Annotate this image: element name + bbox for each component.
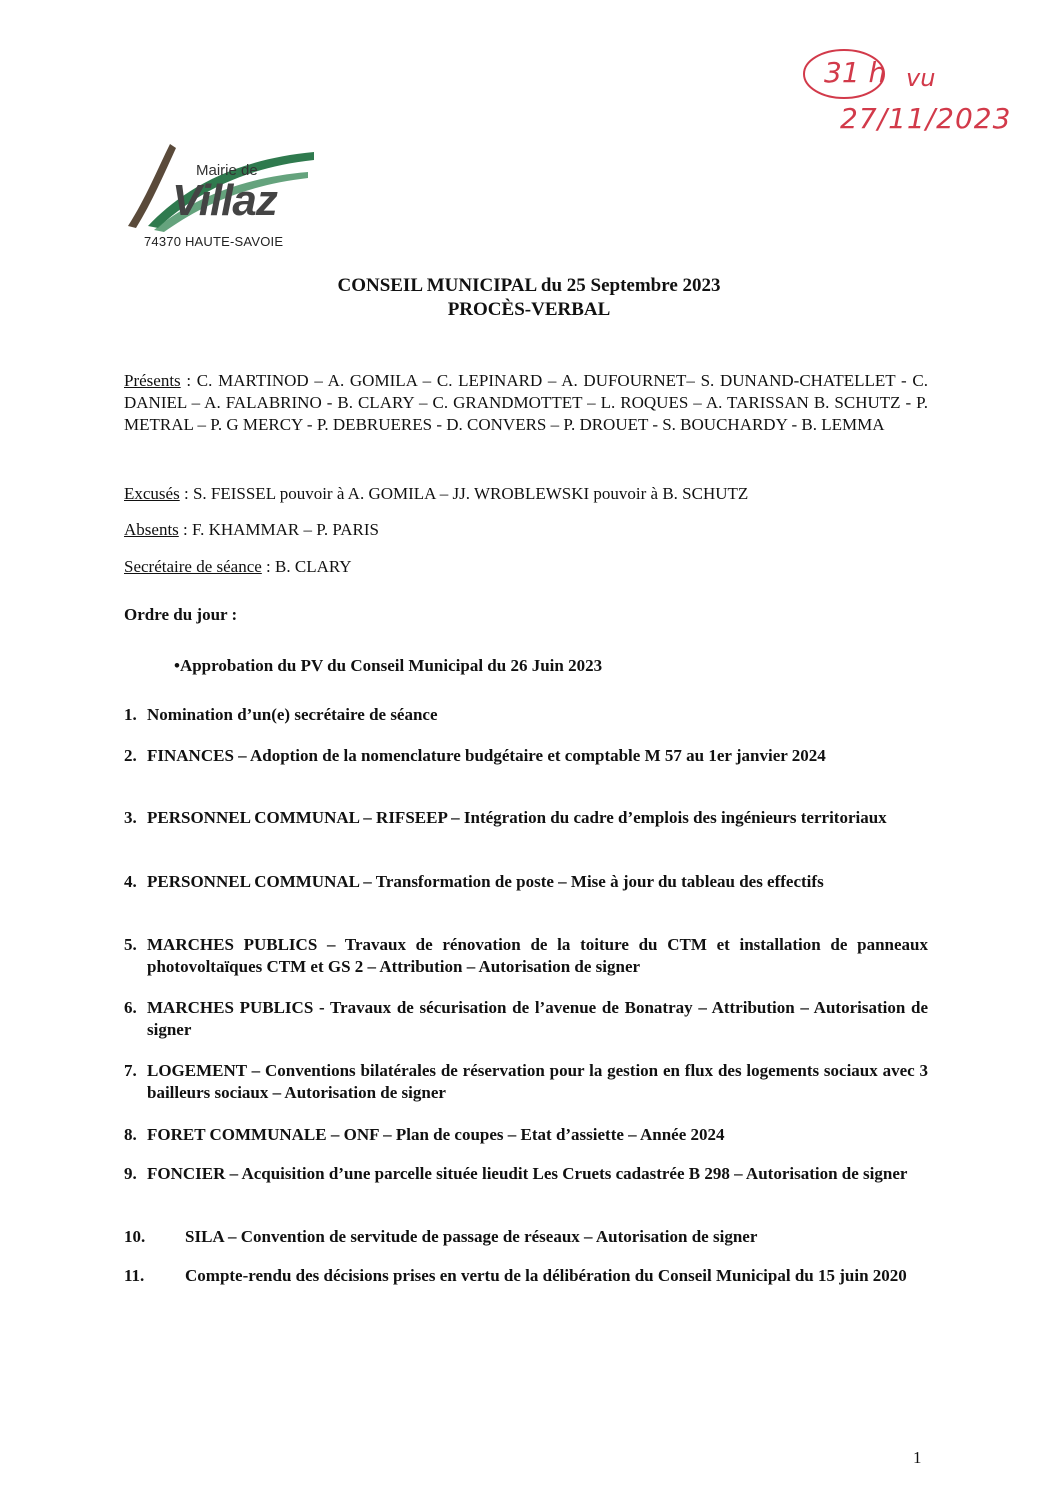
absents-text: : F. KHAMMAR – P. PARIS <box>178 520 379 539</box>
logo-villaz-text: Villaz <box>172 176 277 225</box>
agenda-item-text: Nomination d’un(e) secrétaire de séance <box>147 705 438 724</box>
document-subtitle: PROCÈS-VERBAL <box>447 299 611 320</box>
agenda-item-number: 5. <box>124 935 137 954</box>
stamp-number: 31 h <box>824 56 887 89</box>
agenda-item-number: 10. <box>124 1227 146 1246</box>
secretaire-label: Secrétaire de séance <box>124 557 262 576</box>
document-title: CONSEIL MUNICIPAL du 25 Septembre 2023 <box>337 275 721 296</box>
excuses-text: : S. FEISSEL pouvoir à A. GOMILA – JJ. WROBLEWSKI pouvoir à B. SCHUTZ <box>179 484 749 503</box>
agenda-item <box>124 871 928 893</box>
agenda-item <box>124 704 928 726</box>
agenda-item-number: 8. <box>124 1125 137 1144</box>
agenda-item-number: 7. <box>124 1061 137 1080</box>
excuses-paragraph <box>124 483 928 505</box>
agenda-item <box>124 997 928 1041</box>
agenda-item-number: 9. <box>124 1164 137 1183</box>
secretaire-paragraph <box>124 556 928 578</box>
absents-label: Absents <box>124 520 179 539</box>
agenda-item <box>124 934 928 978</box>
approbation-item: •Approbation du PV du Conseil Municipal du 26 Juin 2023 <box>174 656 603 675</box>
agenda-item-number: 3. <box>124 808 137 827</box>
page-number: 1 <box>913 1448 922 1467</box>
agenda-item-text: SILA – Convention de servitude de passage de réseaux – Autorisation de signer <box>185 1227 758 1246</box>
stamp-date: 27/11/2023 <box>840 102 1012 135</box>
agenda-item-text: FONCIER – Acquisition d’une parcelle située lieudit Les Cruets cadastrée B 298 – Autorisation de signer <box>147 1164 908 1183</box>
agenda-item-text: Compte-rendu des décisions prises en vertu de la délibération du Conseil Municipal du 15 juin 2020 <box>185 1266 907 1285</box>
stamp-vu: vu <box>906 64 936 92</box>
agenda-item <box>124 1060 928 1104</box>
agenda-item-text: FINANCES – Adoption de la nomenclature budgétaire et comptable M 57 au 1er janvier 2024 <box>147 746 826 765</box>
agenda-item-number: 1. <box>124 705 137 724</box>
presents-label: Présents <box>124 371 181 390</box>
agenda-item <box>124 745 928 767</box>
villaz-logo <box>118 138 318 258</box>
agenda-item <box>124 807 928 829</box>
excuses-label: Excusés <box>124 484 180 503</box>
agenda-item-text: PERSONNEL COMMUNAL – RIFSEEP – Intégration du cadre d’emplois des ingénieurs territoriaux <box>147 808 887 827</box>
absents-paragraph <box>124 519 928 541</box>
agenda-item-number: 6. <box>124 998 137 1017</box>
logo-address: 74370 HAUTE-SAVOIE <box>144 234 284 249</box>
secretaire-text: : B. CLARY <box>261 557 352 576</box>
agenda-item-text: PERSONNEL COMMUNAL – Transformation de poste – Mise à jour du tableau des effectifs <box>147 872 824 891</box>
agenda-item <box>124 1124 928 1146</box>
agenda-item <box>124 1226 928 1248</box>
agenda-item-number: 11. <box>124 1266 145 1285</box>
agenda-item-number: 2. <box>124 746 137 765</box>
logo-mairie-text: Mairie de <box>196 162 258 179</box>
presents-paragraph <box>124 370 928 436</box>
ordre-du-jour-heading: Ordre du jour : <box>124 605 238 624</box>
agenda-item <box>124 1163 928 1185</box>
agenda-item-text: FORET COMMUNALE – ONF – Plan de coupes – Etat d’assiette – Année 2024 <box>147 1125 725 1144</box>
agenda-item-number: 4. <box>124 872 137 891</box>
agenda-item-text: MARCHES PUBLICS – Travaux de rénovation de la toiture du CTM et installation de panneaux photovoltaïques CTM et GS 2 – Attribution – Autorisation de signer <box>147 935 928 976</box>
presents-text: : C. MARTINOD – A. GOMILA – C. LEPINARD – A. DUFOURNET– S. DUNAND-CHATELLET - C. DANIEL – A. FALABRINO - B. CLARY – C. GRANDMOTTET – L. ROQUES – A. TARISSAN B. SCHUTZ - P. METRAL – P. G MERCY - P. DEBRUERES - D. CONVERS – P. DROUET - S. BOUCHARDY - B. LEMMA <box>124 371 928 434</box>
agenda-item-text: LOGEMENT – Conventions bilatérales de réservation pour la gestion en flux des logements sociaux avec 3 bailleurs sociaux – Autorisation de signer <box>147 1061 928 1102</box>
document-header <box>0 274 1058 322</box>
handwritten-stamp <box>796 48 1012 148</box>
agenda-item <box>124 1265 928 1287</box>
agenda-item-text: MARCHES PUBLICS - Travaux de sécurisation de l’avenue de Bonatray – Attribution – Autorisation de signer <box>147 998 928 1039</box>
